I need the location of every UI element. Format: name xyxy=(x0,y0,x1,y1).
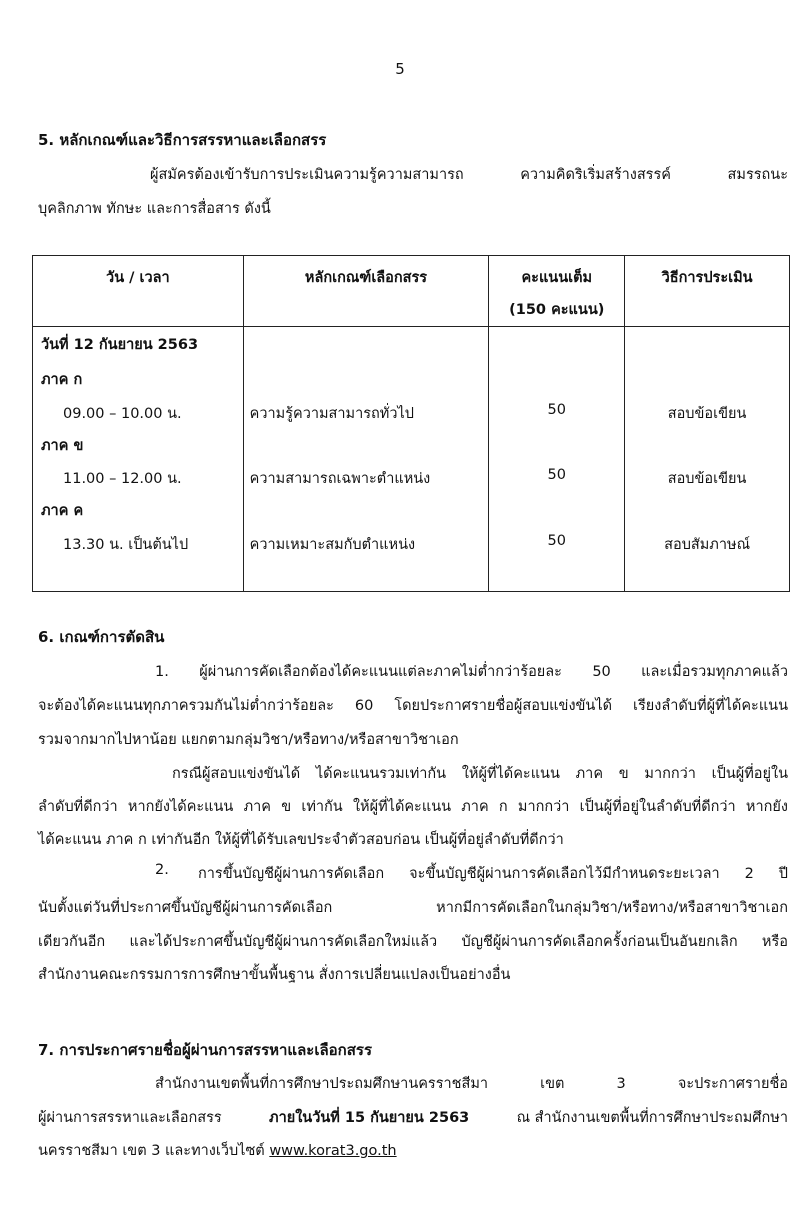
section-5-intro-line1 xyxy=(150,163,788,186)
part-b-score: 50 xyxy=(547,467,566,483)
part-b-method: สอบข้อเขียน xyxy=(667,471,747,487)
website-link[interactable]: www.korat3.go.th xyxy=(269,1143,397,1159)
announcement-phrase-c: ณ สำนักงานเขตพื้นที่การศึกษาประถมศึกษา xyxy=(516,1110,788,1126)
part-b-time: 11.00 – 12.00 น. xyxy=(63,471,182,487)
announcement-deadline: ภายในวันที่ 15 กันยายน 2563 xyxy=(269,1110,470,1126)
part-a-method: สอบข้อเขียน xyxy=(667,406,747,422)
criteria-2-line2: นับตั้งแต่วันที่ประกาศขึ้นบัญชีผู้ผ่านการคัดเลือก หากมีการคัดเลือกในกลุ่มวิชา/หรือทาง/หรือสาขาวิชาเอก xyxy=(38,900,788,916)
intro-phrase-1: ผู้สมัครต้องเข้ารับการประเมินความรู้ความสามารถ xyxy=(150,167,464,183)
section-6-heading: 6. เกณฑ์การตัดสิน xyxy=(38,628,165,646)
header-score xyxy=(489,256,625,327)
announcement-phrase-d: นครราชสีมา เขต 3 และทางเว็บไซต์ xyxy=(38,1143,265,1159)
announcement-phrase-a: ผู้ผ่านการสรรหาและเลือกสรร xyxy=(38,1110,222,1126)
criteria-1-line2: จะต้องได้คะแนนทุกภาครวมกันไม่ต่ำกว่าร้อยละ 60 โดยประกาศรายชื่อผู้สอบแข่งขันได้ เรียงลำดับที่ผู้ที่ได้คะแนน xyxy=(38,698,788,714)
criteria-2-line3: เดียวกันอีก และได้ประกาศขึ้นบัญชีผู้ผ่านการคัดเลือกใหม่แล้ว บัญชีผู้ผ่านการคัดเลือกครั้งก่อนเป็นอันยกเลิก หรือ xyxy=(38,934,788,950)
method-column xyxy=(625,327,790,592)
part-c-method: สอบสัมภาษณ์ xyxy=(664,537,751,553)
intro-phrase-3: สมรรถนะ xyxy=(727,167,788,183)
header-method: วิธีการประเมิน xyxy=(625,256,790,327)
part-a-score: 50 xyxy=(547,402,566,418)
announcement-line2 xyxy=(38,1106,788,1129)
section-7-heading: 7. การประกาศรายชื่อผู้ผ่านการสรรหาและเลือกสรร xyxy=(38,1041,373,1059)
part-a-time: 09.00 – 10.00 น. xyxy=(63,406,182,422)
header-datetime: วัน / เวลา xyxy=(33,256,244,327)
exam-date: วันที่ 12 กันยายน 2563 xyxy=(41,337,199,353)
table-body-row xyxy=(33,327,790,592)
part-c-score: 50 xyxy=(547,533,566,549)
part-c-label: ภาค ค xyxy=(41,503,84,519)
header-score-line2: (150 คะแนน) xyxy=(509,302,605,318)
part-b-criteria: ความสามารถเฉพาะตำแหน่ง xyxy=(249,471,431,487)
part-a-label: ภาค ก xyxy=(41,372,83,388)
page-number: 5 xyxy=(395,60,405,78)
tie-rule-line3: ได้คะแนน ภาค ก เท่ากันอีก ให้ผู้ที่ได้รับเลขประจำตัวสอบก่อน เป็นผู้ที่อยู่ลำดับที่ดีกว่า xyxy=(38,832,564,848)
section-5-intro-line2: บุคลิกภาพ ทักษะ และการสื่อสาร ดังนี้ xyxy=(38,201,271,217)
announcement-line3 xyxy=(38,1139,397,1162)
part-c-criteria: ความเหมาะสมกับตำแหน่ง xyxy=(249,537,416,553)
tie-rule-line1: กรณีผู้สอบแข่งขันได้ ได้คะแนนรวมเท่ากัน ให้ผู้ที่ได้คะแนน ภาค ข มากกว่า เป็นผู้ที่อยู่ใน xyxy=(172,766,788,782)
table-header-row xyxy=(33,256,790,327)
header-score-line1: คะแนนเต็ม xyxy=(521,270,593,286)
tie-rule-line2: ลำดับที่ดีกว่า หากยังได้คะแนน ภาค ข เท่ากัน ให้ผู้ที่ได้คะแนน ภาค ก มากกว่า เป็นผู้ที่อยู่ในลำดับที่ดีกว่า หากยัง xyxy=(38,799,788,815)
announcement-line1: สำนักงานเขตพื้นที่การศึกษาประถมศึกษานครราชสีมา เขต 3 จะประกาศรายชื่อ xyxy=(155,1076,788,1092)
criteria-column xyxy=(243,327,489,592)
exam-schedule-table xyxy=(32,255,790,592)
part-c-time: 13.30 น. เป็นต้นไป xyxy=(63,537,189,553)
intro-phrase-2: ความคิดริเริ่มสร้างสรรค์ xyxy=(520,167,671,183)
part-a-criteria: ความรู้ความสามารถทั่วไป xyxy=(249,406,415,422)
section-5-heading: 5. หลักเกณฑ์และวิธีการสรรหาและเลือกสรร xyxy=(38,131,327,149)
criteria-2-number: 2. xyxy=(155,862,169,878)
criteria-1-line3: รวมจากมากไปหาน้อย แยกตามกลุ่มวิชา/หรือทาง/หรือสาขาวิชาเอก xyxy=(38,732,459,748)
criteria-2-line4: สำนักงานคณะกรรมการการศึกษาขั้นพื้นฐาน สั่งการเปลี่ยนแปลงเป็นอย่างอื่น xyxy=(38,967,511,983)
criteria-1-line1: 1. ผู้ผ่านการคัดเลือกต้องได้คะแนนแต่ละภาคไม่ต่ำกว่าร้อยละ 50 และเมื่อรวมทุกภาคแล้ว xyxy=(155,664,788,680)
score-column xyxy=(489,327,625,592)
criteria-2-line1: การขึ้นบัญชีผู้ผ่านการคัดเลือก จะขึ้นบัญชีผู้ผ่านการคัดเลือกไว้มีกำหนดระยะเวลา 2 ปี xyxy=(198,866,788,882)
header-criteria: หลักเกณฑ์เลือกสรร xyxy=(243,256,489,327)
part-b-label: ภาค ข xyxy=(41,438,84,454)
datetime-column xyxy=(33,327,244,592)
